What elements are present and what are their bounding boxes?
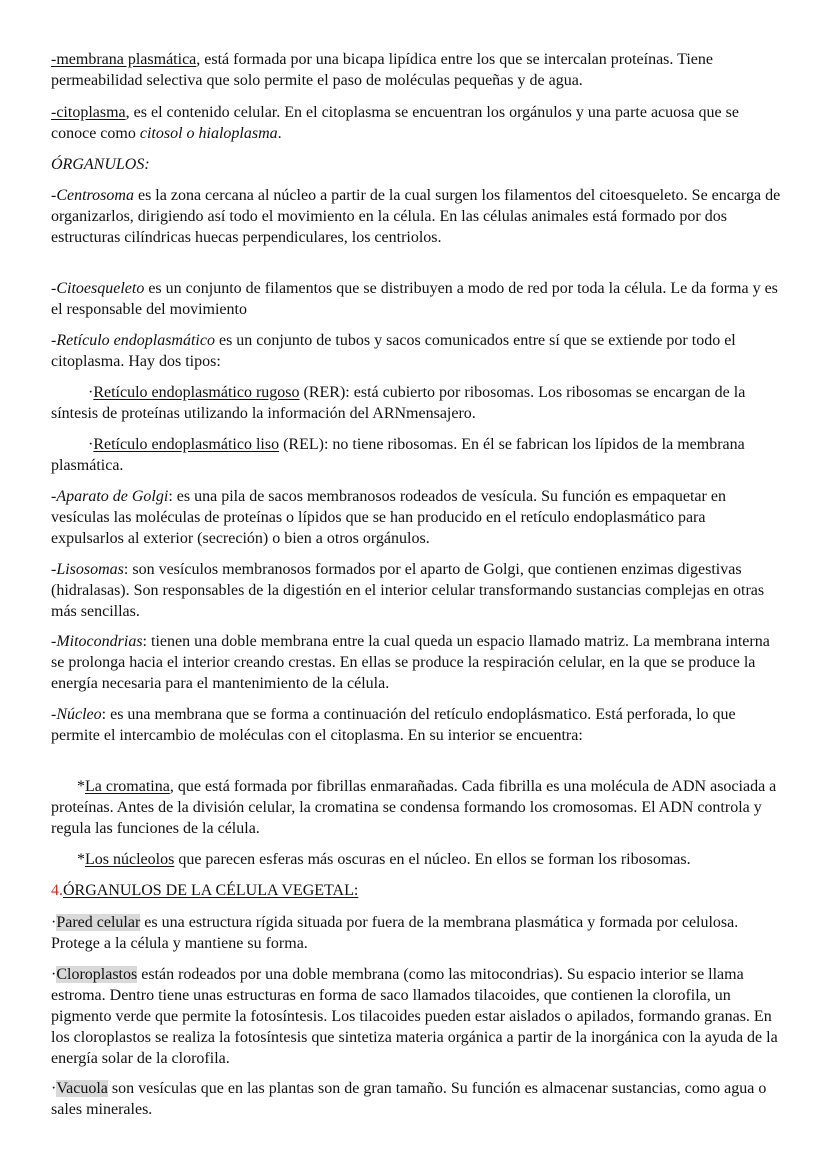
paragraph-citoesqueleto	[51, 278, 781, 320]
term-golgi: -Aparato de Golgi	[51, 488, 169, 505]
term-lisosomas: -Lisosomas	[51, 561, 124, 578]
bullet-nucleolos: *	[77, 851, 85, 868]
paragraph-centrosoma	[51, 185, 781, 248]
text-reticulo: es un conjunto de tubos y sacos comunicados entre sí que se extiende por todo el citoplasma. Hay dos tipos:	[51, 332, 736, 370]
text-rel: (REL): no tiene ribosomas. En él se fabrican los lípidos de la membrana plasmática.	[51, 436, 745, 474]
text-citoesqueleto: es un conjunto de filamentos que se distribuyen a modo de red por toda la célula. Le da forma y es el responsable del movimiento	[51, 280, 778, 318]
bullet-pared: ·	[51, 914, 57, 931]
text-nucleo: : es una membrana que se forma a continuación del retículo endoplásmatico. Está perforada, lo que permite el intercambio de moléculas con el citoplasma. En su interior se encuentra:	[51, 706, 736, 744]
paragraph-rel	[51, 434, 781, 476]
italic-citosol: citosol o hialoplasma	[139, 125, 278, 142]
section-title: ÓRGANULOS DE LA CÉLULA VEGETAL:	[63, 882, 359, 899]
paragraph-lisosomas	[51, 559, 781, 622]
term-nucleolos: Los núcleolos	[85, 851, 175, 868]
term-rer: Retículo endoplasmático rugoso	[93, 384, 300, 401]
text-membrana-plasmatica: , está formada por una bicapa lipídica entre los que se intercalan proteínas. Tiene permeabilidad selectiva que solo permite el paso de moléculas pequeñas y de agua.	[51, 51, 713, 89]
paragraph-golgi	[51, 486, 781, 549]
term-reticulo: -Retículo endoplasmático	[51, 332, 215, 349]
term-rel: Retículo endoplasmático liso	[93, 436, 280, 453]
paragraph-cloroplastos	[51, 964, 781, 1069]
paragraph-mitocondrias	[51, 631, 781, 694]
section-heading-vegetal	[51, 880, 781, 901]
text-citoplasma: , es el contenido celular. En el citoplasma se encuentran los orgánulos y una parte acuosa que se conoce como	[51, 104, 739, 142]
text-lisosomas: : son vesículos membranosos formados por el aparto de Golgi, que contienen enzimas digestivas (hidralasas). Son responsables de la digestión en el interior celular transformando sustancias complejas en otras más sencillas.	[51, 561, 765, 620]
text-cloroplastos: están rodeados por una doble membrana (como las mitocondrias). Su espacio interior se llama estroma. Dentro tiene unas estructuras en forma de saco llamados tilacoides, que contienen la clorofila, un pigmento verde que permite la fotosíntesis. Los tilacoides pueden estar aislados o apilados, formando granas. En los cloroplastos se realiza la fotosíntesis que sintetiza materia orgánica a partir de la inorgánica con la ayuda de la energía solar de la clorofila.	[51, 966, 778, 1067]
term-citoplasma: -citoplasma	[51, 104, 126, 121]
text-nucleolos: que parecen esferas más oscuras en el núcleo. En ellos se forman los ribosomas.	[174, 851, 691, 868]
text-cromatina: , que está formada por fibrillas enmarañadas. Cada fibrilla es una molécula de ADN asociada a proteínas. Antes de la división celular, la cromatina se condensa formando los cromosomas. El ADN controla y regula las funciones de la célula.	[51, 778, 777, 837]
text-centrosoma: es la zona cercana al núcleo a partir de la cual surgen los filamentos del citoesqueleto. Se encarga de organizarlos, dirigiendo así todo el movimiento en la célula. En las células animales está formado por dos estructuras cilíndricas huecas perpendiculares, los centriolos.	[51, 187, 781, 246]
bullet-cloroplastos: ·	[51, 966, 57, 983]
section-number: 4.	[51, 882, 63, 899]
term-cloroplastos: Cloroplastos	[56, 966, 138, 983]
text-rer: (RER): está cubierto por ribosomas. Los ribosomas se encargan de la síntesis de proteínas utilizando la información del ARNmensajero.	[51, 384, 746, 422]
bullet-rel: ·	[88, 436, 94, 453]
bullet-cromatina: *	[77, 778, 85, 795]
term-citoesqueleto: -Citoesqueleto	[51, 280, 145, 297]
paragraph-cromatina	[51, 776, 781, 839]
text-pared-celular: es una estructura rígida situada por fuera de la membrana plasmática y formada por celulosa. Protege a la célula y mantiene su forma.	[51, 914, 739, 952]
text-mitocondrias: : tienen una doble membrana entre la cual queda un espacio llamado matriz. La membrana interna se prolonga hacia el interior creando crestas. En ellas se produce la respiración celular, en la que se produce la energía necesaria para el mantenimiento de la célula.	[51, 633, 770, 692]
term-nucleo: -Núcleo	[51, 706, 102, 723]
paragraph-nucleo	[51, 704, 781, 746]
bullet-rer: ·	[88, 384, 94, 401]
term-membrana-plasmatica: -membrana plasmática	[51, 51, 197, 68]
paragraph-membrana-plasmatica	[51, 49, 781, 91]
paragraph-nucleolos	[51, 849, 781, 870]
text-golgi: : es una pila de sacos membranosos rodeados de vesícula. Su función es empaquetar en vesículas las moléculas de proteínas o lípidos que se han producido en el retículo endoplasmático para expulsarlos al exterior (secreción) o bien a otros orgánulos.	[51, 488, 726, 547]
term-cromatina: La cromatina	[85, 778, 170, 795]
bullet-vacuola: ·	[51, 1080, 57, 1097]
term-centrosoma: -Centrosoma	[51, 187, 134, 204]
paragraph-rer	[51, 382, 781, 424]
term-pared-celular: Pared celular	[56, 914, 141, 931]
paragraph-pared-celular	[51, 912, 781, 954]
term-mitocondrias: -Mitocondrias	[51, 633, 143, 650]
paragraph-vacuola	[51, 1078, 781, 1120]
text-vacuola: son vesículas que en las plantas son de gran tamaño. Su función es almacenar sustancias, como agua o sales minerales.	[51, 1080, 767, 1118]
heading-organulos: ÓRGANULOS:	[51, 156, 150, 173]
paragraph-citoplasma	[51, 102, 781, 144]
text-citoplasma-end: .	[277, 125, 282, 142]
term-vacuola: Vacuola	[56, 1080, 108, 1097]
paragraph-reticulo	[51, 330, 781, 372]
